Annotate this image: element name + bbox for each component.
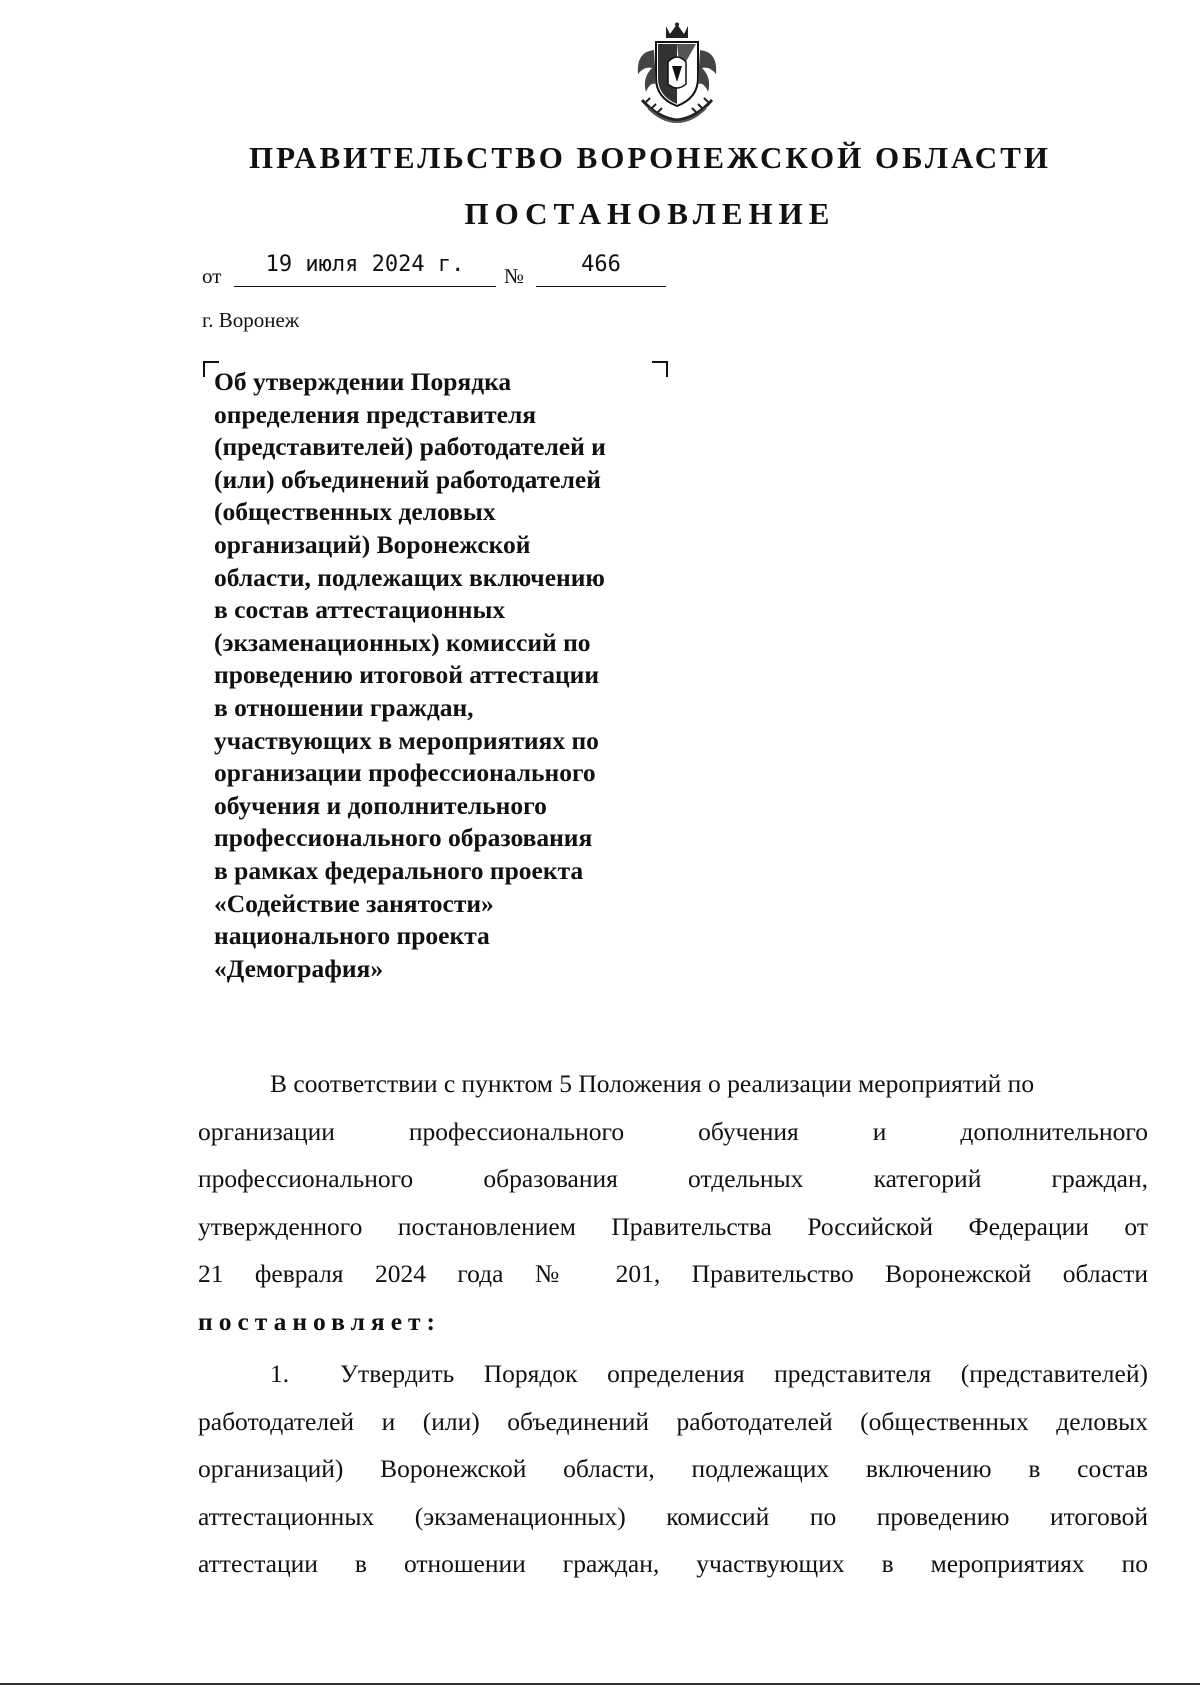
item-1-text: Утвердить Порядок определения представителя (представителей) bbox=[340, 1359, 1148, 1388]
organization-title: ПРАВИТЕЛЬСТВО ВОРОНЕЖСКОЙ ОБЛАСТИ bbox=[249, 140, 1051, 175]
coat-of-arms-icon bbox=[628, 22, 726, 124]
subject-line: (представителей) работодателей и bbox=[214, 432, 606, 462]
document-subject bbox=[214, 366, 674, 985]
body-line: работодателей и (или) объединений работодателей (общественных деловых bbox=[198, 1406, 1148, 1436]
body-line: организаций) Воронежской области, подлежащих включению в состав bbox=[198, 1454, 1148, 1483]
preamble-paragraph bbox=[198, 1060, 1148, 1345]
subject-line: в рамках федерального проекта bbox=[214, 855, 584, 885]
subject-line: проведению итоговой аттестации bbox=[214, 660, 600, 690]
subject-line: (общественных деловых bbox=[214, 497, 496, 527]
date-label: от bbox=[202, 264, 222, 288]
subject-line: «Содействие занятости» bbox=[214, 888, 494, 918]
document-type: ПОСТАНОВЛЕНИЕ bbox=[464, 196, 836, 231]
resolution-word: постановляет: bbox=[198, 1306, 442, 1336]
body-line: В соответствии с пунктом 5 Положения о реализации мероприятий по bbox=[270, 1069, 1035, 1098]
number-label: № bbox=[504, 264, 525, 288]
subject-line: (экзаменационных) комиссий по bbox=[214, 627, 591, 657]
item-number: 1. bbox=[270, 1359, 290, 1388]
subject-line: участвующих в мероприятиях по bbox=[214, 725, 599, 755]
body-line: профессионального образования отдельных категорий граждан, bbox=[198, 1164, 1148, 1193]
subject-line: профессионального образования bbox=[214, 823, 593, 853]
subject-line: обучения и дополнительного bbox=[214, 790, 547, 820]
item-1-first-line bbox=[198, 1350, 1148, 1398]
subject-line: определения представителя bbox=[214, 399, 537, 429]
body-line: аттестации в отношении граждан, участвующих в мероприятиях по bbox=[198, 1549, 1148, 1578]
body-line: организации профессионального обучения и дополнительного bbox=[198, 1116, 1148, 1146]
subject-line: области, подлежащих включению bbox=[214, 562, 605, 592]
body-line: 21 февраля 2024 года № 201, Правительство Воронежской области bbox=[198, 1259, 1148, 1288]
body-line: аттестационных (экзаменационных) комиссий по проведению итоговой bbox=[198, 1501, 1148, 1531]
subject-line: «Демография» bbox=[214, 953, 384, 983]
subject-line: Об утверждении Порядка bbox=[214, 367, 512, 396]
document-meta bbox=[202, 252, 682, 292]
subject-line: организаций) Воронежской bbox=[214, 529, 531, 559]
item-1-paragraph bbox=[198, 1350, 1148, 1588]
document-date: 19 июля 2024 г. bbox=[234, 252, 496, 287]
document-number: 466 bbox=[536, 252, 666, 287]
subject-line: в состав аттестационных bbox=[214, 595, 506, 625]
subject-line: в отношении граждан, bbox=[214, 692, 474, 722]
subject-line: (или) объединений работодателей bbox=[214, 464, 601, 494]
city: г. Воронеж bbox=[202, 308, 300, 332]
page-bottom-divider bbox=[0, 1683, 1200, 1685]
body-line: утвержденного постановлением Правительства Российской Федерации от bbox=[198, 1211, 1148, 1241]
subject-line: организации профессионального bbox=[214, 758, 596, 788]
subject-line: национального проекта bbox=[214, 921, 490, 951]
